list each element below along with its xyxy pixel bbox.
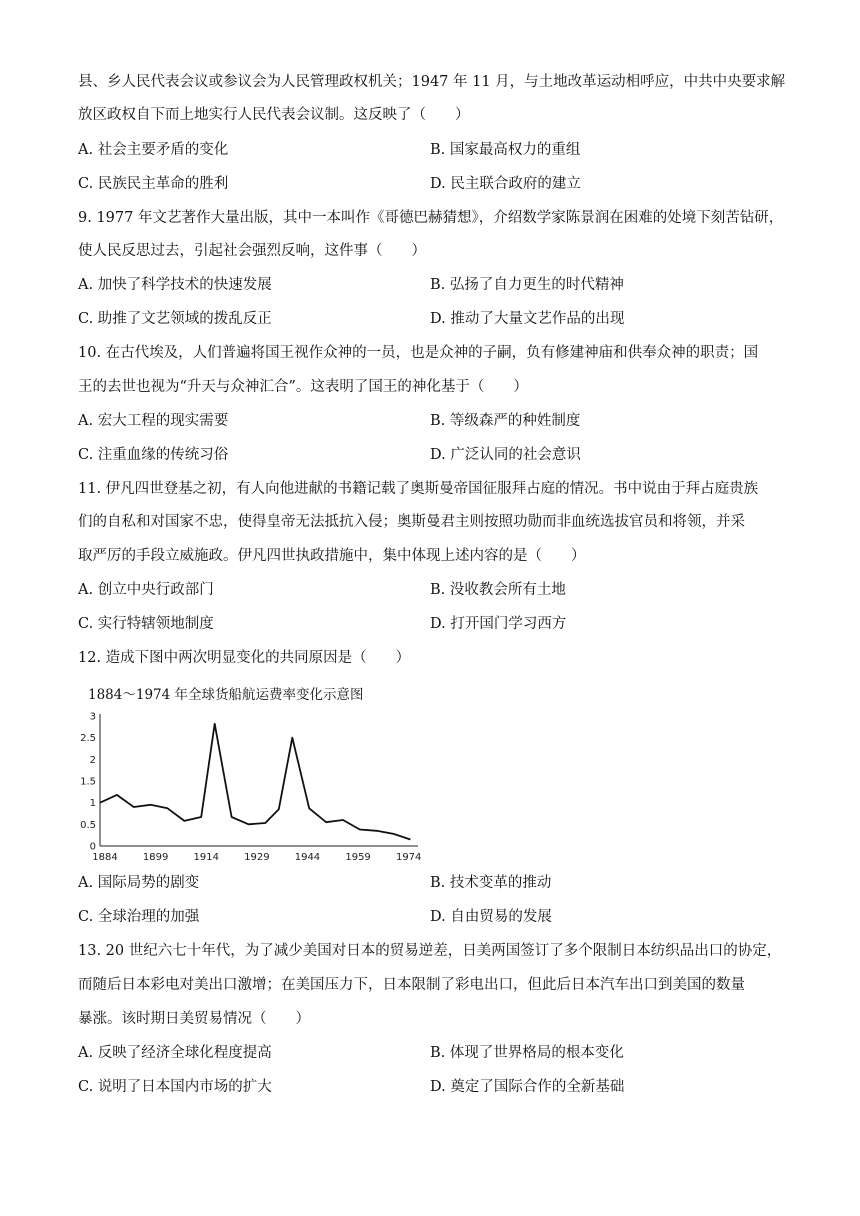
question-12-text-line-1: 12. 造成下图中两次明显变化的共同原因是（ ）	[78, 650, 411, 666]
question-11-option-b[interactable]: B. 没收教会所有土地	[430, 582, 566, 598]
question-8-option-a[interactable]: A. 社会主要矛盾的变化	[78, 142, 229, 158]
y-tick-label: 1.5	[80, 776, 96, 788]
question-12-option-b[interactable]: B. 技术变革的推动	[430, 875, 552, 891]
question-9-option-c[interactable]: C. 助推了文艺领域的拨乱反正	[78, 311, 272, 327]
y-tick-label: 0	[89, 841, 96, 853]
question-8-option-c[interactable]: C. 民族民主革命的胜利	[78, 176, 229, 192]
x-tick-label: 1884	[92, 852, 118, 863]
question-11-option-a[interactable]: A. 创立中央行政部门	[78, 582, 214, 598]
question-8-text-line-2: 放区政权自下而上地实行人民代表会议制。这反映了（ ）	[78, 107, 470, 123]
question-11-option-c[interactable]: C. 实行特辖领地制度	[78, 616, 214, 632]
question-13-option-d[interactable]: D. 奠定了国际合作的全新基础	[430, 1079, 625, 1095]
question-9-option-b[interactable]: B. 弘扬了自力更生的时代精神	[430, 277, 624, 293]
question-12-option-c[interactable]: C. 全球治理的加强	[78, 909, 200, 925]
question-8-option-b[interactable]: B. 国家最高权力的重组	[430, 142, 581, 158]
y-tick-label: 3	[89, 711, 96, 723]
question-13-text-line-1: 13. 20 世纪六七十年代，为了减少美国对日本的贸易逆差，日美两国签订了多个限制日本纺织品出口的协定，	[78, 943, 782, 959]
question-13-text-line-3: 暴涨。该时期日美贸易情况（ ）	[78, 1011, 310, 1027]
x-tick-label: 1914	[193, 852, 219, 863]
question-11-text-line-1: 11. 伊凡四世登基之初，有人向他进献的书籍记载了奥斯曼帝国征服拜占庭的情况。书中说由于拜占庭贵族	[78, 481, 759, 497]
question-10-option-d[interactable]: D. 广泛认同的社会意识	[430, 447, 581, 463]
question-9-option-d[interactable]: D. 推动了大量文艺作品的出现	[430, 311, 625, 327]
x-tick-label: 1944	[294, 852, 321, 863]
y-tick-label: 0.5	[80, 819, 96, 831]
question-8-text-line-1: 县、乡人民代表会议或参议会为人民管理政权机关；1947 年 11 月，与土地改革运动相呼应，中共中央要求解	[78, 74, 786, 90]
question-10-option-a[interactable]: A. 宏大工程的现实需要	[78, 413, 229, 429]
freight-rate-line-chart	[80, 704, 424, 866]
x-tick-label: 1974	[395, 852, 422, 863]
question-9-text-line-1: 9. 1977 年文艺著作大量出版，其中一本叫作《哥德巴赫猜想》，介绍数学家陈景润在困难的处境下刻苦钻研，	[78, 210, 784, 226]
question-11-text-line-3: 取严厉的手段立威施政。伊凡四世执政措施中，集中体现上述内容的是（ ）	[78, 548, 586, 564]
question-10-text-line-1: 10. 在古代埃及，人们普遍将国王视作众神的一员，也是众神的子嗣，负有修建神庙和供奉众神的职责；国	[78, 345, 759, 361]
question-11-option-d[interactable]: D. 打开国门学习西方	[430, 616, 567, 632]
question-10-text-line-2: 王的去世也视为“升天与众神汇合”。这表明了国王的神化基于（ ）	[78, 379, 528, 395]
x-tick-label: 1899	[142, 852, 169, 863]
freight-rate-series-line	[100, 724, 410, 840]
y-tick-label: 1	[89, 798, 96, 810]
question-9-option-a[interactable]: A. 加快了科学技术的快速发展	[78, 277, 272, 293]
question-13-option-c[interactable]: C. 说明了日本国内市场的扩大	[78, 1079, 272, 1095]
chart-title: 1884～1974 年全球货船航运费率变化示意图	[88, 687, 364, 703]
question-12-option-d[interactable]: D. 自由贸易的发展	[430, 909, 552, 925]
question-9-text-line-2: 使人民反思过去，引起社会强烈反响，这件事（ ）	[78, 243, 426, 259]
y-tick-label: 2	[89, 754, 96, 766]
question-10-option-c[interactable]: C. 注重血缘的传统习俗	[78, 447, 229, 463]
question-10-option-b[interactable]: B. 等级森严的种姓制度	[430, 413, 581, 429]
question-13-text-line-2: 而随后日本彩电对美出口激增；在美国压力下，日本限制了彩电出口，但此后日本汽车出口到美国的数量	[78, 977, 745, 993]
question-13-option-a[interactable]: A. 反映了经济全球化程度提高	[78, 1045, 272, 1061]
question-8-option-d[interactable]: D. 民主联合政府的建立	[430, 176, 581, 192]
question-11-text-line-2: 们的自私和对国家不忠，使得皇帝无法抵抗入侵；奥斯曼君主则按照功勋而非血统选拔官员和将领，并采	[78, 514, 745, 530]
question-12-option-a[interactable]: A. 国际局势的剧变	[78, 875, 200, 891]
x-tick-label: 1929	[244, 852, 270, 863]
question-13-option-b[interactable]: B. 体现了世界格局的根本变化	[430, 1045, 624, 1061]
x-tick-label: 1959	[345, 852, 371, 863]
y-tick-label: 2.5	[80, 733, 96, 745]
